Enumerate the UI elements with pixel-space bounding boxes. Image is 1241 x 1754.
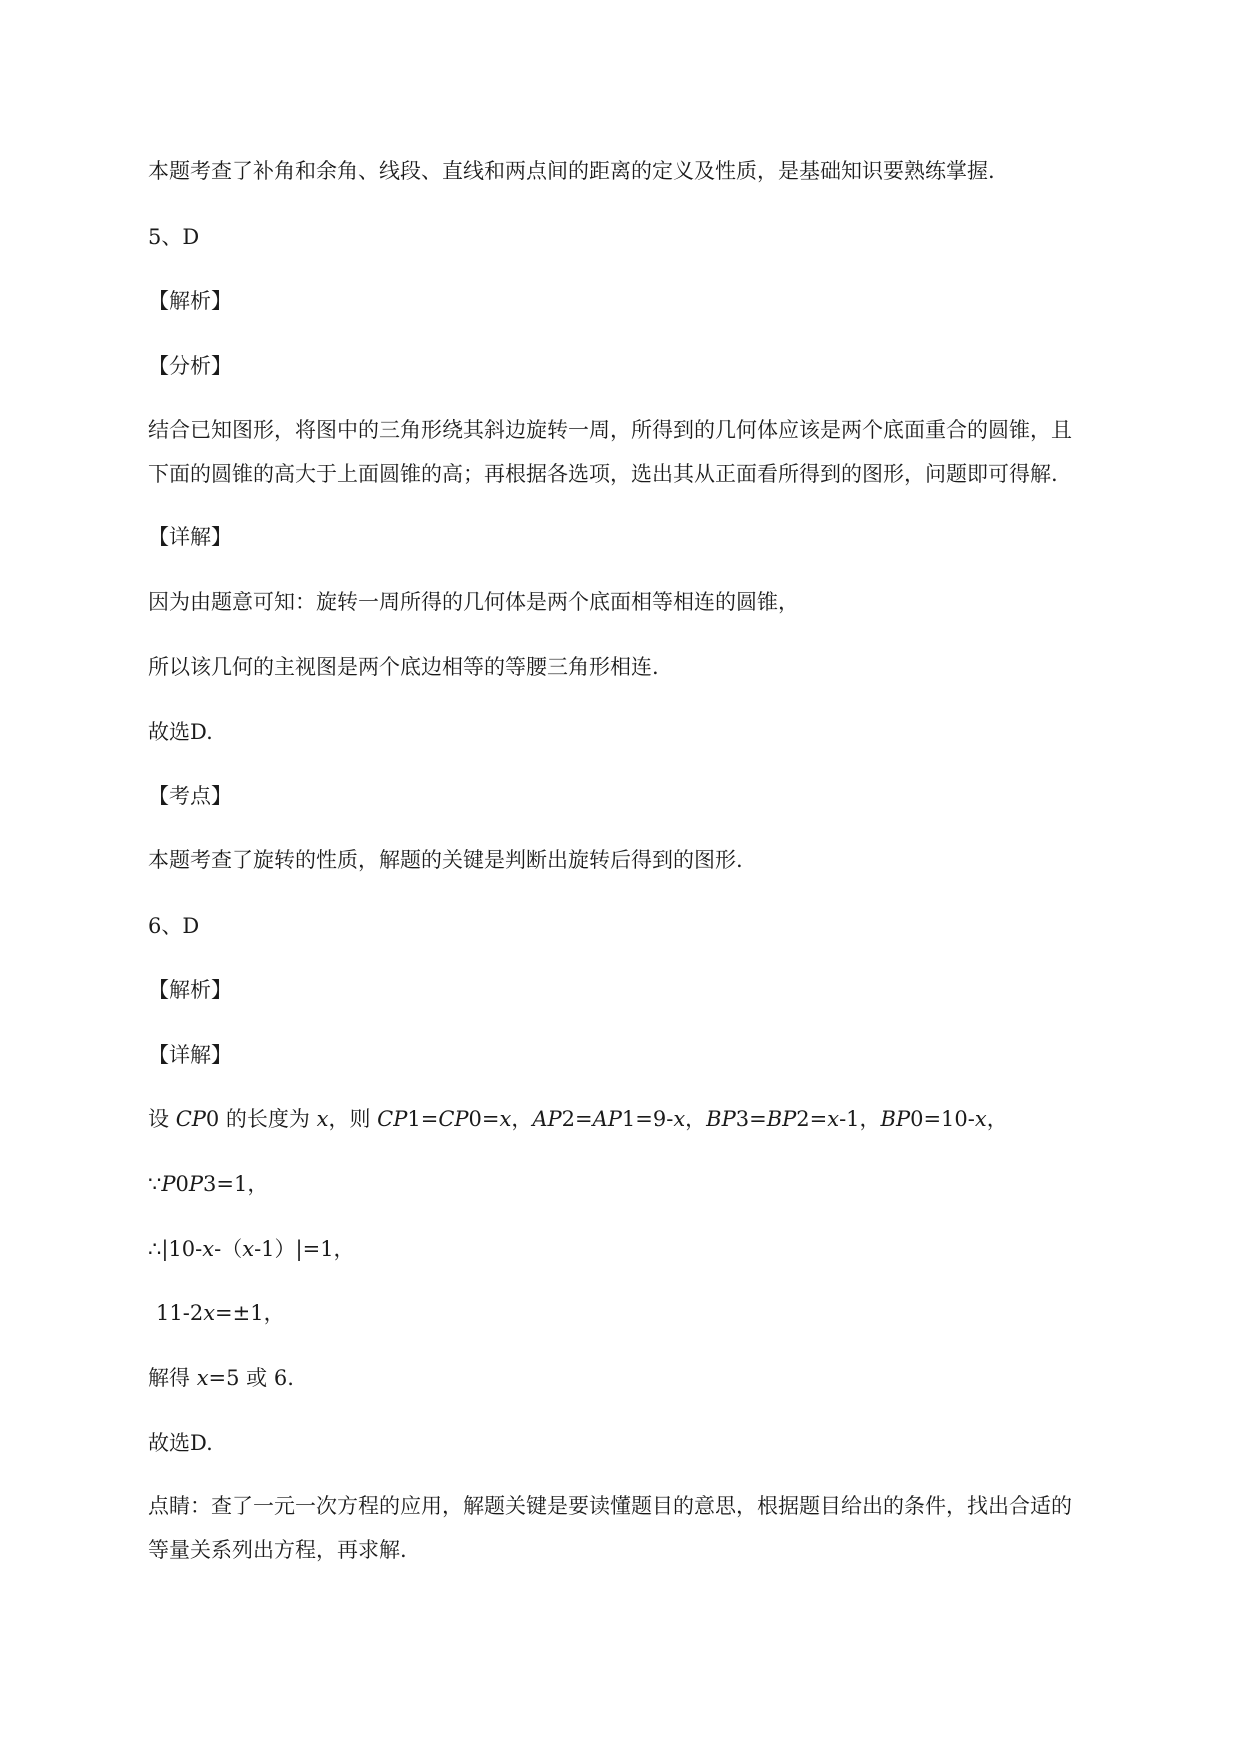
q5-fenxi-line-1: 结合已知图形，将图中的三角形绕其斜边旋转一周，所得到的几何体应该是两个底面重合的圆锥，且 (148, 418, 1072, 442)
q5-detail-line-1: 因为由题意可知：旋转一周所得的几何体是两个底面相等相连的圆锥， (148, 590, 799, 614)
q5-xiangjie-label: 【详解】 (148, 525, 232, 549)
q6-because-line: ∵P0P3=1， (148, 1172, 269, 1196)
q5-jiexi-label: 【解析】 (148, 289, 232, 313)
q6-equation-line: 11-2x=±1， (156, 1301, 285, 1325)
q6-therefore-line: ∴|10-x-（x-1）|=1， (148, 1237, 355, 1261)
q6-solve-line: 解得 x=5 或 6. (148, 1366, 294, 1390)
q5-fenxi-line-2: 下面的圆锥的高大于上面圆锥的高；再根据各选项，选出其从正面看所得到的图形，问题即可得解. (148, 462, 1058, 486)
q6-xiangjie-label: 【详解】 (148, 1043, 232, 1067)
q6-note-line-2: 等量关系列出方程，再求解. (148, 1538, 407, 1562)
q5-answer: 5、D (148, 225, 200, 249)
q6-set-line: 设 CP0 的长度为 x，则 CP1=CP0=x，AP2=AP1=9-x，BP3=BP2=x-1，BP0=10-x， (148, 1107, 1008, 1131)
q6-note-line-1: 点睛：查了一元一次方程的应用，解题关键是要读懂题目的意思，根据题目给出的条件，找出合适的 (148, 1494, 1072, 1518)
q5-detail-line-2: 所以该几何的主视图是两个底边相等的等腰三角形相连. (148, 655, 659, 679)
q5-kaodian-label: 【考点】 (148, 784, 232, 808)
q6-answer: 6、D (148, 914, 200, 938)
q4-kaodian-text: 本题考查了补角和余角、线段、直线和两点间的距离的定义及性质，是基础知识要熟练掌握. (148, 159, 995, 183)
q5-kaodian-text: 本题考查了旋转的性质，解题的关键是判断出旋转后得到的图形. (148, 848, 743, 872)
q6-jiexi-label: 【解析】 (148, 978, 232, 1002)
q5-conclusion: 故选D. (148, 720, 213, 744)
q6-conclusion: 故选D. (148, 1431, 213, 1455)
q5-fenxi-label: 【分析】 (148, 354, 232, 378)
